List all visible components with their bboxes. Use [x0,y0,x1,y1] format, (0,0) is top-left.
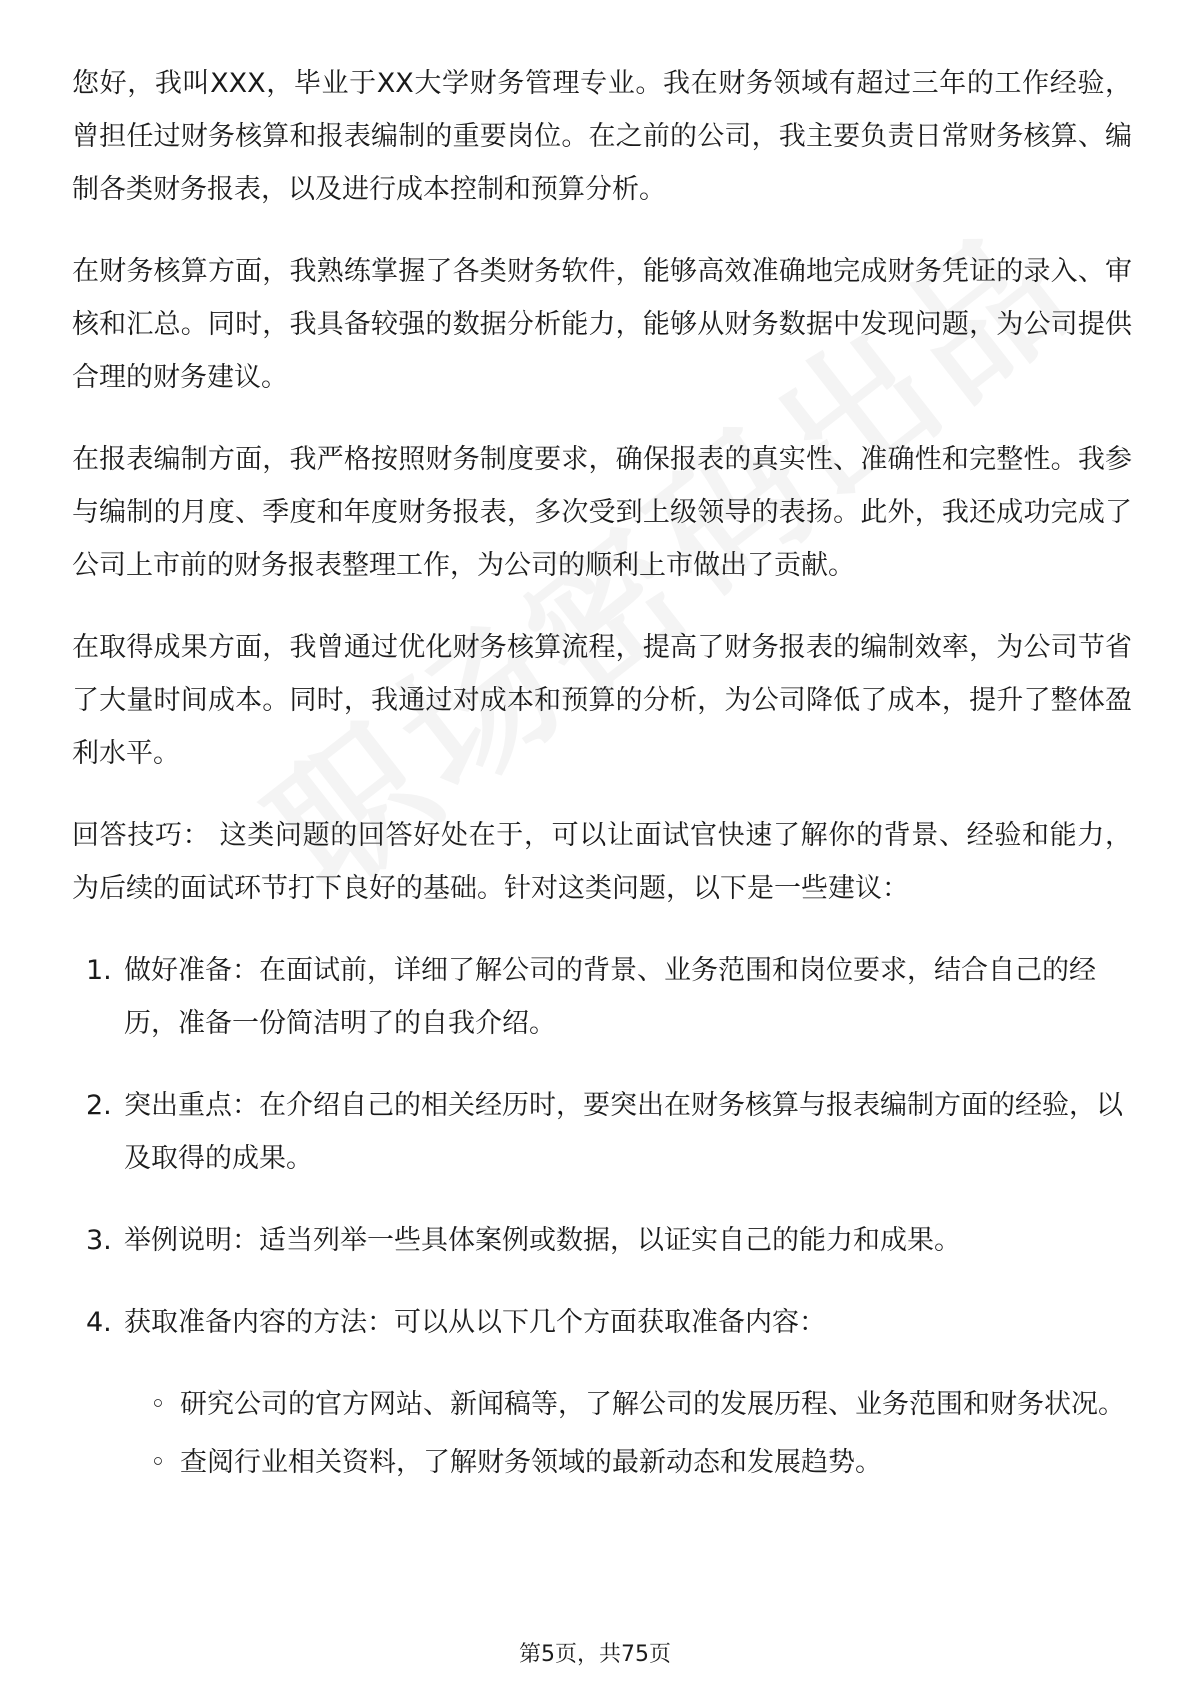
bullet-item-text: 查阅行业相关资料，了解财务领域的最新动态和发展趋势。 [180,1447,882,1478]
paragraph-intro: 您好，我叫XXX，毕业于XX大学财务管理专业。我在财务领域有超过三年的工作经验，曾担任过财务核算和报表编制的重要岗位。在之前的公司，我主要负责日常财务核算、编制各类财务报表，以及进行成本控制和预算分析。 [72,68,1132,205]
paragraph-achievements: 在取得成果方面，我曾通过优化财务核算流程，提高了财务报表的编制效率，为公司节省了大量时间成本。同时，我通过对成本和预算的分析，为公司降低了成本，提升了整体盈利水平。 [72,632,1132,769]
bullet-item-text: 研究公司的官方网站、新闻稿等，了解公司的发展历程、业务范围和财务状况。 [180,1389,1125,1420]
list-item [72,944,1132,1050]
paragraph-reporting: 在报表编制方面，我严格按照财务制度要求，确保报表的真实性、准确性和完整性。我参与编制的月度、季度和年度财务报表，多次受到上级领导的表扬。此外，我还成功完成了公司上市前的财务报表整理工作，为公司的顺利上市做出了贡献。 [72,444,1132,581]
bullet-icon: ◦ [150,1389,166,1420]
bullet-item [72,1378,1132,1431]
list-item-text: 获取准备内容的方法：可以从以下几个方面获取准备内容： [124,1307,826,1338]
list-number: 4. [86,1307,112,1338]
list-item [72,1214,1132,1267]
list-number: 3. [86,1225,112,1256]
list-item-text: 突出重点：在介绍自己的相关经历时，要突出在财务核算与报表编制方面的经验，以及取得的成果。 [124,1090,1123,1174]
list-item-text: 举例说明：适当列举一些具体案例或数据，以证实自己的能力和成果。 [124,1225,961,1256]
list-item [72,1079,1132,1185]
list-number: 2. [86,1090,112,1121]
paragraph-accounting: 在财务核算方面，我熟练掌握了各类财务软件，能够高效准确地完成财务凭证的录入、审核和汇总。同时，我具备较强的数据分析能力，能够从财务数据中发现问题，为公司提供合理的财务建议。 [72,256,1132,393]
bullet-icon: ◦ [150,1447,166,1478]
bullet-item [72,1436,1132,1489]
document-body [72,57,1132,1494]
sub-bullet-list [72,1378,1132,1489]
list-number: 1. [86,955,112,986]
list-item [72,1296,1132,1349]
page-number-footer: 第5页，共75页 [519,1642,671,1667]
list-item-text: 做好准备：在面试前，详细了解公司的背景、业务范围和岗位要求，结合自己的经历，准备一份简洁明了的自我介绍。 [124,955,1096,1039]
tips-list [72,944,1132,1349]
paragraph-tips: 回答技巧： 这类问题的回答好处在于，可以让面试官快速了解你的背景、经验和能力，为后续的面试环节打下良好的基础。针对这类问题，以下是一些建议： [72,820,1132,904]
